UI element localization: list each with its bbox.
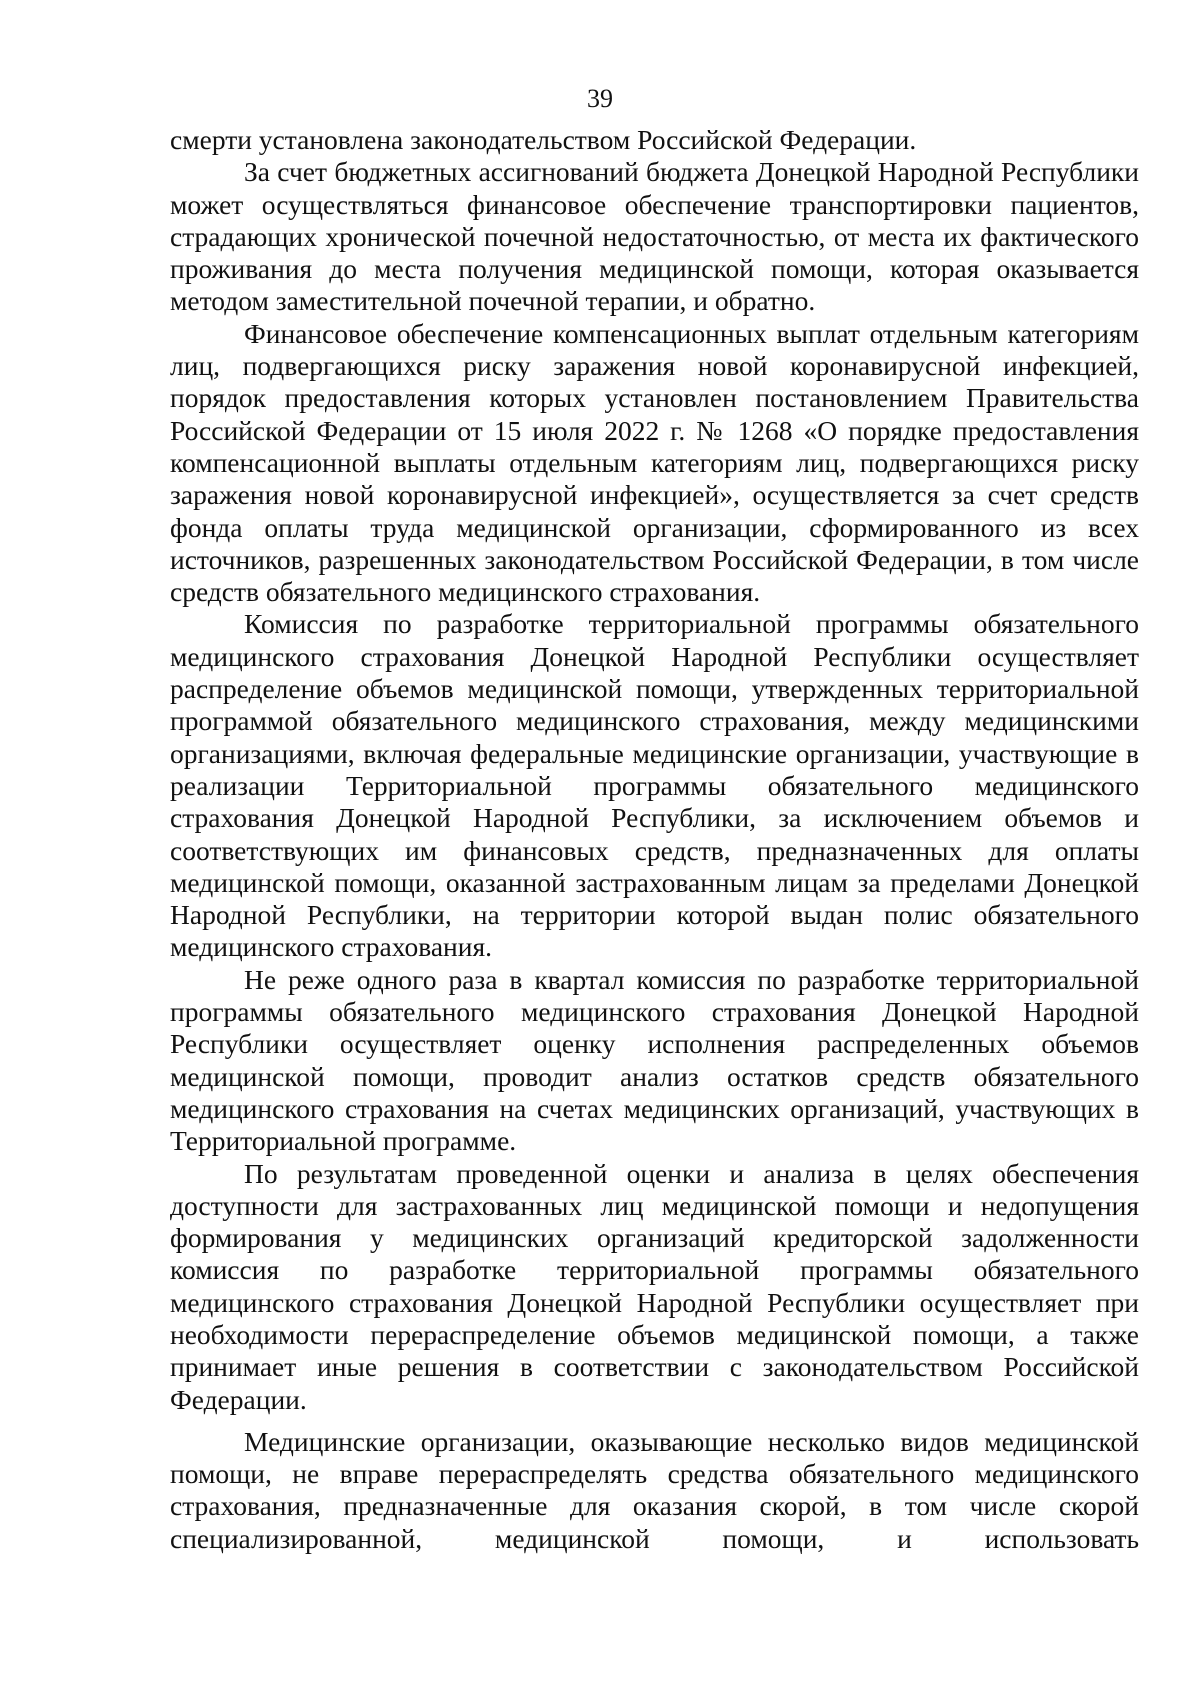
paragraph-4: Комиссия по разработке территориальной программы обязательного медицинского страхования Донецкой Народной Республики осуществляет распределение объемов медицинской помощи, утвержденных территориальной программой обязательного медицинского страхования, между медицинскими организациями, включая федеральные медицинские организации, участвующие в реализации Территориальной программы обязательного медицинского страхования Донецкой Народной Республики, за исключением объемов и соответствующих им финансовых средств, предназначенных для оплаты медицинской помощи, оказанной застрахованным лицам за пределами Донецкой Народной Республики, на территории которой выдан полис обязательного медицинского страхования. [170, 608, 1139, 963]
paragraph-5: Не реже одного раза в квартал комиссия по разработке территориальной программы обязательного медицинского страхования Донецкой Народной Республики осуществляет оценку исполнения распределенных объемов медицинской помощи, проводит анализ остатков средств обязательного медицинского страхования на счетах медицинских организаций, участвующих в Территориальной программе. [170, 963, 1139, 1157]
paragraph-1: смерти установлена законодательством Российской Федерации. [170, 124, 917, 155]
paragraph-3: Финансовое обеспечение компенсационных выплат отдельным категориям лиц, подвергающихся риску заражения новой коронавирусной инфекцией, порядок предоставления которых установлен постановлением Правительства Российской Федерации от 15 июля 2022 г. № 1268 «О порядке предоставления компенсационной выплаты отдельным категориям лиц, подвергающихся риску заражения новой коронавирусной инфекцией», осуществляется за счет средств фонда оплаты труда медицинской организации, сформированного из всех источников, разрешенных законодательством Российской Федерации, в том числе средств обязательного медицинского страхования. [170, 317, 1139, 608]
page-number: 39 [587, 84, 613, 113]
document-body [170, 124, 1139, 1555]
paragraph-2: За счет бюджетных ассигнований бюджета Донецкой Народной Республики может осуществляться финансовое обеспечение транспортировки пациентов, страдающих хронической почечной недостаточностью, от места их фактического проживания до места получения медицинской помощи, которая оказывается методом заместительной почечной терапии, и обратно. [170, 156, 1139, 317]
paragraph-7: Медицинские организации, оказывающие несколько видов медицинской помощи, не вправе перераспределять средства обязательного медицинского страхования, предназначенные для оказания скорой, в том числе скорой специализированной, медицинской помощи, и использовать [170, 1425, 1139, 1554]
paragraph-6: По результатам проведенной оценки и анализа в целях обеспечения доступности для застрахованных лиц медицинской помощи и недопущения формирования у медицинских организаций кредиторской задолженности комиссия по разработке территориальной программы обязательного медицинского страхования Донецкой Народной Республики осуществляет при необходимости перераспределение объемов медицинской помощи, а также принимает иные решения в соответствии с законодательством Российской Федерации. [170, 1157, 1139, 1415]
